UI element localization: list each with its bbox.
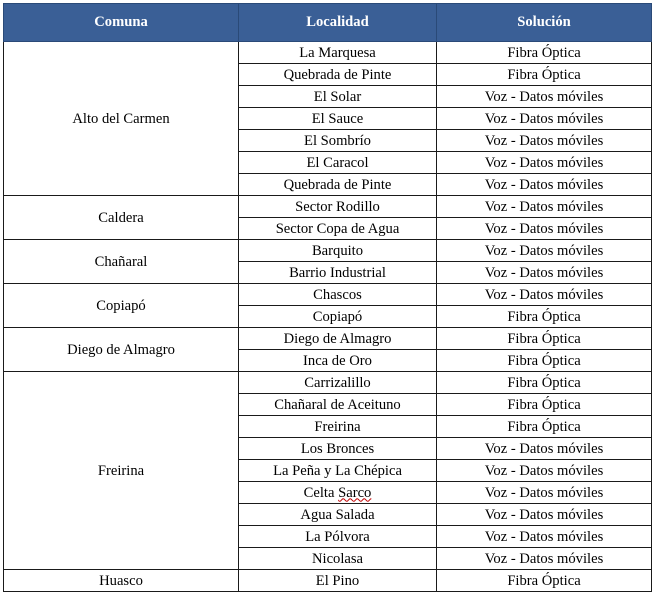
solucion-cell: Fibra Óptica xyxy=(437,350,652,372)
table-row xyxy=(4,284,652,306)
localidad-cell: El Sombrío xyxy=(239,130,437,152)
localidad-cell: Celta Sarco xyxy=(239,482,437,504)
table-row xyxy=(4,196,652,218)
solucion-cell: Voz - Datos móviles xyxy=(437,548,652,570)
solucion-cell: Voz - Datos móviles xyxy=(437,130,652,152)
table-row xyxy=(4,570,652,592)
solucion-cell: Voz - Datos móviles xyxy=(437,174,652,196)
solucion-cell: Fibra Óptica xyxy=(437,64,652,86)
localidad-cell: Chascos xyxy=(239,284,437,306)
solucion-cell: Fibra Óptica xyxy=(437,394,652,416)
localidad-cell: Nicolasa xyxy=(239,548,437,570)
localidad-cell: La Marquesa xyxy=(239,42,437,64)
solucion-cell: Fibra Óptica xyxy=(437,306,652,328)
solucion-cell: Voz - Datos móviles xyxy=(437,108,652,130)
coverage-table xyxy=(3,3,652,592)
localidad-cell: Agua Salada xyxy=(239,504,437,526)
localidad-cell: El Pino xyxy=(239,570,437,592)
comuna-cell: Alto del Carmen xyxy=(4,42,239,196)
localidad-cell: El Solar xyxy=(239,86,437,108)
solucion-cell: Fibra Óptica xyxy=(437,372,652,394)
localidad-cell: Los Bronces xyxy=(239,438,437,460)
table-row xyxy=(4,328,652,350)
solucion-cell: Voz - Datos móviles xyxy=(437,460,652,482)
solucion-cell: Fibra Óptica xyxy=(437,328,652,350)
localidad-cell: Barrio Industrial xyxy=(239,262,437,284)
localidad-cell: Copiapó xyxy=(239,306,437,328)
localidad-cell: Sector Rodillo xyxy=(239,196,437,218)
solucion-cell: Fibra Óptica xyxy=(437,42,652,64)
comuna-cell: Copiapó xyxy=(4,284,239,328)
solucion-cell: Voz - Datos móviles xyxy=(437,218,652,240)
solucion-cell: Voz - Datos móviles xyxy=(437,482,652,504)
table-row xyxy=(4,42,652,64)
comuna-cell: Freirina xyxy=(4,372,239,570)
solucion-cell: Voz - Datos móviles xyxy=(437,504,652,526)
solucion-cell: Voz - Datos móviles xyxy=(437,526,652,548)
solucion-cell: Voz - Datos móviles xyxy=(437,284,652,306)
header-row xyxy=(4,4,652,42)
localidad-cell: La Pólvora xyxy=(239,526,437,548)
localidad-cell: Chañaral de Aceituno xyxy=(239,394,437,416)
localidad-cell: El Sauce xyxy=(239,108,437,130)
comuna-cell: Huasco xyxy=(4,570,239,592)
localidad-cell: Carrizalillo xyxy=(239,372,437,394)
header-localidad: Localidad xyxy=(239,4,437,42)
spellcheck-underline: Sarco xyxy=(338,484,372,501)
localidad-cell: Inca de Oro xyxy=(239,350,437,372)
localidad-cell: Freirina xyxy=(239,416,437,438)
comuna-cell: Chañaral xyxy=(4,240,239,284)
solucion-cell: Fibra Óptica xyxy=(437,570,652,592)
comuna-cell: Caldera xyxy=(4,196,239,240)
table-row xyxy=(4,240,652,262)
solucion-cell: Voz - Datos móviles xyxy=(437,152,652,174)
solucion-cell: Voz - Datos móviles xyxy=(437,196,652,218)
localidad-cell: Barquito xyxy=(239,240,437,262)
localidad-cell: Quebrada de Pinte xyxy=(239,174,437,196)
table-row xyxy=(4,372,652,394)
localidad-cell: Quebrada de Pinte xyxy=(239,64,437,86)
header-solucion: Solución xyxy=(437,4,652,42)
localidad-cell: Sector Copa de Agua xyxy=(239,218,437,240)
solucion-cell: Voz - Datos móviles xyxy=(437,240,652,262)
solucion-cell: Fibra Óptica xyxy=(437,416,652,438)
localidad-cell: La Peña y La Chépica xyxy=(239,460,437,482)
localidad-cell: Diego de Almagro xyxy=(239,328,437,350)
solucion-cell: Voz - Datos móviles xyxy=(437,438,652,460)
header-comuna: Comuna xyxy=(4,4,239,42)
table-body xyxy=(4,42,652,592)
solucion-cell: Voz - Datos móviles xyxy=(437,86,652,108)
comuna-cell: Diego de Almagro xyxy=(4,328,239,372)
solucion-cell: Voz - Datos móviles xyxy=(437,262,652,284)
table-header xyxy=(4,4,652,42)
localidad-cell: El Caracol xyxy=(239,152,437,174)
